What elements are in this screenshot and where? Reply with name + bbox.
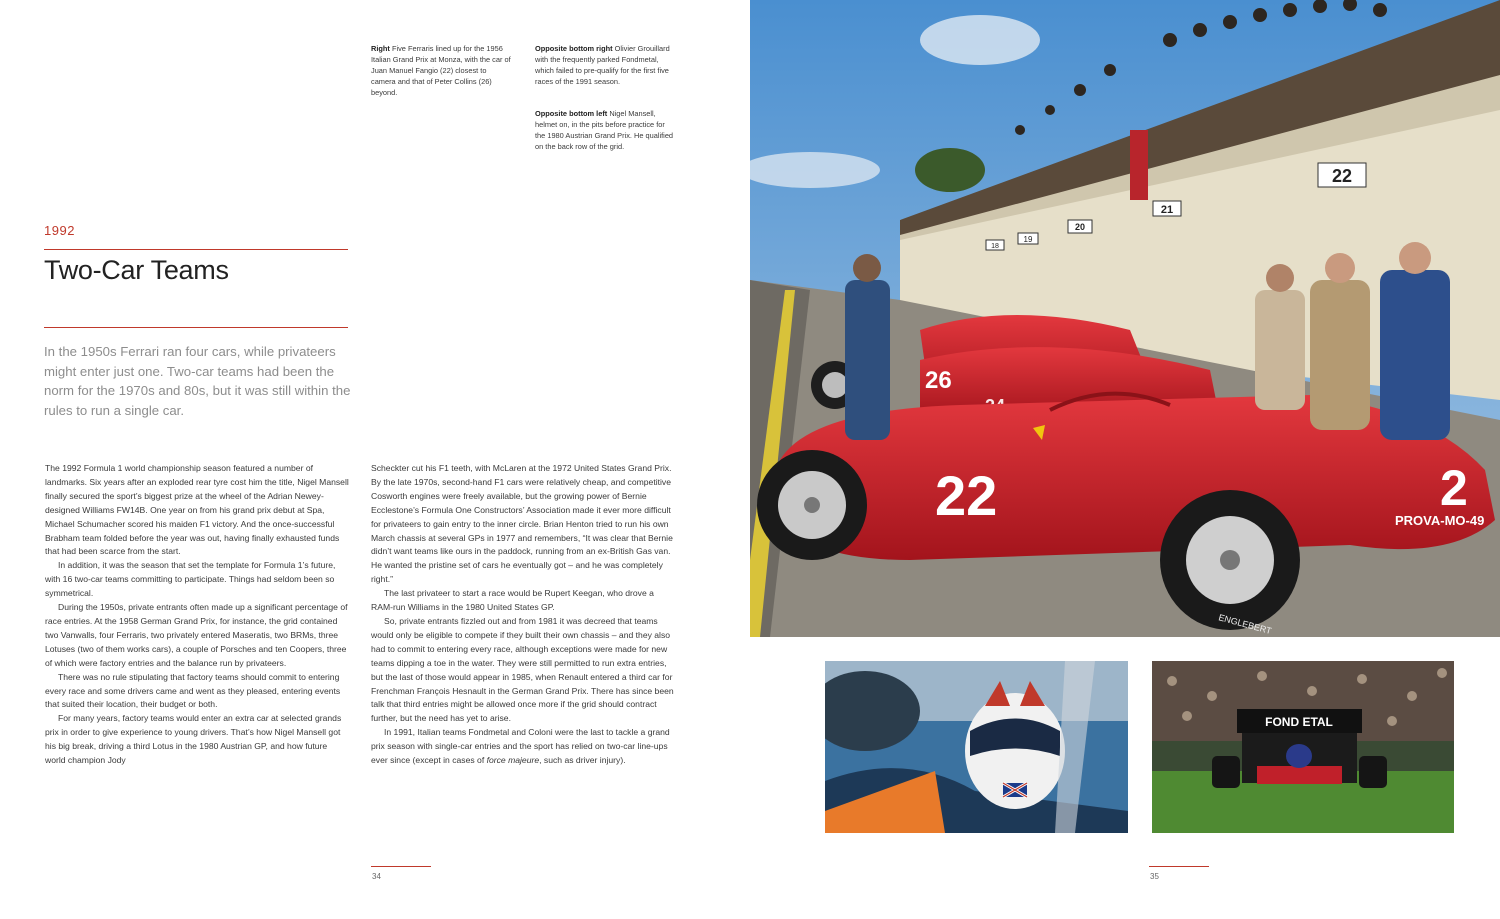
intro-paragraph: In the 1950s Ferrari ran four cars, while privateers might enter just one. Two-car teams had been the norm for the 1970s and 80s, but it was still within the rules to run a single car. xyxy=(44,344,351,418)
photo-ferraris-monza xyxy=(750,0,1500,637)
section-year: 1992 xyxy=(44,223,75,238)
pit-number-21: 21 xyxy=(1160,204,1174,216)
paragraph: Scheckter cut his F1 teeth, with McLaren at the 1972 United States Grand Prix. By the late 1970s, second-hand F1 cars were relatively cheap, and competitive Cosworth engines were freely available, but the growing power of Bernie Ecclestone’s Formula One Constructors’ Association made it ever more difficult for privateers to gain entry to the inner circle. Brian Henton tried to run his own March chassis at several GPs in 1977 and remembers, “It was clear that Bernie didn’t want teams like ours in the paddock, running from an ex-British Gas van. He wanted the pristine set of cars he eventually got – and he was completely right.” xyxy=(371,463,673,585)
pit-number-20: 20 xyxy=(1074,222,1086,232)
body-column-2 xyxy=(371,462,675,768)
folio-rule-left xyxy=(371,866,431,867)
title-rule-top xyxy=(44,249,348,250)
paragraph: The last privateer to start a race would be Rupert Keegan, who drove a RAM-run Williams in the 1980 United States GP. xyxy=(371,588,654,613)
page-number-right: 35 xyxy=(1150,872,1159,881)
caption-opposite-bottom-left: Opposite bottom left Nigel Mansell, helmet on, in the pits before practice for the 1980 Austrian Grand Prix. He qualified on the back row of the grid. xyxy=(535,109,674,151)
sponsor-wing: FOND ETAL xyxy=(1265,715,1333,729)
pit-number-18: 18 xyxy=(991,243,999,250)
paragraph: In 1991, Italian teams Fondmetal and Coloni were the last to tackle a grand prix season with single-car entries and the sport has relied on two-car line-ups ever since (except in cases of force majeure, such as driver injury). xyxy=(371,727,670,766)
title-rule-bottom xyxy=(44,327,348,328)
car-number-2-tail: 2 xyxy=(1440,460,1468,516)
folio-rule-right xyxy=(1149,866,1209,867)
photo-fondmetal-car xyxy=(1152,661,1454,833)
car-number-26: 26 xyxy=(925,367,952,394)
caption-right: Right Five Ferraris lined up for the 1956 Italian Grand Prix at Monza, with the car of Juan Manuel Fangio (22) closest to camera and that of Peter Collins (26) beyond. xyxy=(371,44,511,97)
body-column-1 xyxy=(45,462,349,768)
paragraph: The 1992 Formula 1 world championship season featured a number of landmarks. Six years after an exploded rear tyre cost him the title, Nigel Mansell finally secured the sport’s biggest prize at the wheel of the Adrian Newey-designed Williams FW14B. One year on from his grand prix debut at Spa, Michael Schumacher scored his maiden F1 victory. And the once-successful Brabham team folded before the year was out, having finally exhausted funds that had been scarce from the start. xyxy=(45,463,349,557)
right-page xyxy=(750,0,1500,919)
car-number-22: 22 xyxy=(935,464,998,527)
pit-number-19: 19 xyxy=(1023,235,1033,244)
paragraph: In addition, it was the season that set the template for Formula 1’s future, with 16 two-car teams committing to participate. Things had seldom been so symmetrical. xyxy=(45,560,336,599)
caption-opposite-bottom-right: Opposite bottom right Olivier Grouillard with the frequently parked Fondmetal, which failed to pre-qualify for the first five races of the 1991 season. xyxy=(535,44,670,86)
number-plate: PROVA-MO-49 xyxy=(1395,513,1485,528)
page-title: Two-Car Teams xyxy=(44,255,229,285)
tyre-brand: ENGLEBERT xyxy=(1217,612,1273,637)
photo-mansell-helmet xyxy=(825,661,1128,833)
page-number-left: 34 xyxy=(372,872,381,881)
paragraph: During the 1950s, private entrants often made up a significant percentage of race entries. At the 1958 German Grand Prix, for instance, the grid contained two Vanwalls, four Ferraris, two privately entered Maseratis, two BRMs, three Lotuses (two of them works cars), a couple of Porsches and ten Coopers, three of which were factory entries and the balance run by privateers. xyxy=(45,602,348,668)
pit-number-22: 22 xyxy=(1331,166,1353,186)
paragraph: So, private entrants fizzled out and from 1981 it was decreed that teams would only be eligible to compete if they built their own chassis – and they also had to commit to entering every race, although exceptions were made for new teams dipping a toe in the water. They were still permitted to run extra entries, but the last of those would appear in 1985, when Renault entered a third car for Frenchman François Hesnault in the German Grand Prix. There has since been talk that third entries might be allowed once more if the grid should contract further, but the need has yet to arise. xyxy=(371,615,674,724)
paragraph: There was no rule stipulating that factory teams should commit to entering every race and some drivers came and went as they pleased, entering events that suited their location, their budget or both. xyxy=(45,671,341,710)
paragraph: For many years, factory teams would enter an extra car at selected grands prix in order to give experience to young drivers. That’s how Nigel Mansell got his big break, driving a third Lotus in the 1980 Austrian GP, and how future world champion Jody xyxy=(45,713,342,766)
